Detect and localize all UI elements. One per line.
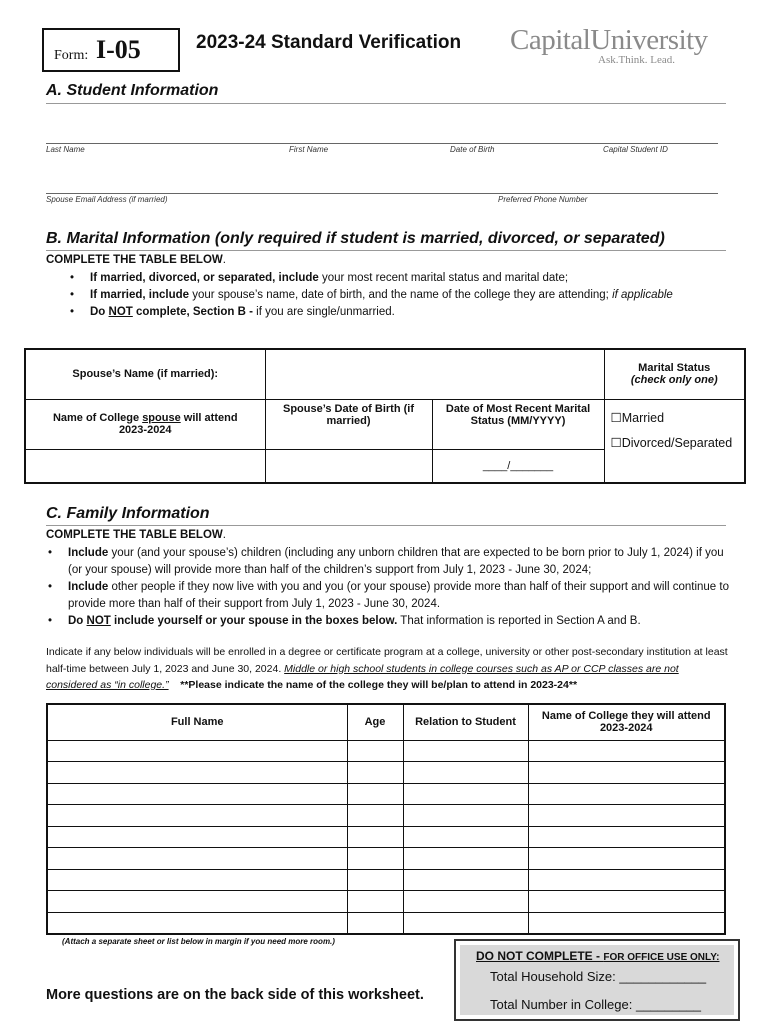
name-row-line[interactable] [46,143,718,144]
logo-tagline: Ask.Think. Lead. [598,54,675,66]
col-age: Age [347,704,403,740]
table-row [47,762,725,784]
marital-info-table [24,348,746,484]
spouse-college-label: Name of College spouse will attend 2023-2024 [25,399,265,449]
spouse-dob-label: Spouse’s Date of Birth (if married) [265,399,432,449]
section-c-instruction: COMPLETE THE TABLE BELOW. [46,529,226,541]
household-size-field: Total Household Size: ____________ [490,969,707,984]
spouse-college-input[interactable] [25,449,265,483]
more-questions-note: More questions are on the back side of this worksheet. [46,987,424,1003]
section-b-rule [46,250,726,251]
col-college: Name of College they will attend 2023-2024 [528,704,725,740]
section-a-heading: A. Student Information [46,82,219,99]
office-use-box [454,939,740,1021]
list-item: • Do NOT include yourself or your spouse in the boxes below. That information is reported in Section A and B. [46,613,730,630]
marital-date-label: Date of Most Recent Marital Status (MM/YYYY) [432,399,604,449]
college-enrollment-note: Indicate if any below individuals will be enrolled in a degree or certificate program at a college, university or other post-secondary institution at least half-time between July 1, 2023 and June 30, 2024. Middle or high school students in college courses such as AP or CCP classes are not considered as “in college.” **Please indicate the name of the college they will be/plan to attend in 2023-24** [46,646,728,691]
section-c-bullets [46,545,730,630]
form-label: Form: [54,48,89,63]
list-item: • Include other people if they now live with you and you (or your spouse) provide more than half of their support and will continue to provide more than half of their support from July 1, 2023 - June 30, 2024. [46,579,730,613]
section-a-rule [46,103,726,104]
form-id-box [42,28,180,72]
form-number: I-05 [96,35,141,64]
table-row [47,805,725,827]
university-logo: CapitalUniversity [510,24,708,56]
col-full-name: Full Name [47,704,347,740]
section-b-instruction: COMPLETE THE TABLE BELOW. [46,254,226,266]
date-of-birth-field-label: Date of Birth [450,145,495,154]
table-row [47,869,725,891]
spouse-email-field-label: Spouse Email Address (if married) [46,195,168,204]
spouse-dob-input[interactable] [265,449,432,483]
list-item: • Include your (and your spouse’s) children (including any unborn children that are expected to be born prior to July 1, 2024) if you (or your spouse) will provide more than half of the children’s support from July 1, 2023 - June 30, 2024; [46,545,730,579]
first-name-field-label: First Name [289,145,329,154]
attach-sheet-note: (Attach a separate sheet or list below in margin if you need more room.) [62,937,335,946]
list-item: • If married, divorced, or separated, include your most recent marital status and marital date; [68,270,698,287]
phone-field-label: Preferred Phone Number [498,195,588,204]
list-item: • Do NOT complete, Section B - if you are single/unmarried. [68,304,698,321]
list-item: • If married, include your spouse’s name, date of birth, and the name of the college they are attending; if applicable [68,287,698,304]
section-c-rule [46,525,726,526]
marital-status-header: Marital Status (check only one) [604,349,745,399]
table-row [47,783,725,805]
section-b-bullets [68,270,698,321]
section-c-heading: C. Family Information [46,505,210,522]
number-in-college-field: Total Number in College: _________ [490,997,702,1012]
marital-date-input[interactable]: ____/_______ [432,449,604,483]
table-row [47,848,725,870]
divorced-separated-checkbox[interactable]: ☐Divorced/Separated [610,435,733,450]
page-title: 2023-24 Standard Verification [196,32,462,53]
table-row [47,740,725,762]
table-row [47,912,725,934]
marital-status-options [604,399,745,483]
section-b-heading: B. Marital Information (only required if student is married, divorced, or separated) [46,230,665,247]
student-id-field-label: Capital Student ID [603,145,668,154]
col-relation: Relation to Student [403,704,528,740]
married-checkbox[interactable]: ☐Married [610,410,665,425]
table-row [47,826,725,848]
office-use-title: DO NOT COMPLETE - FOR OFFICE USE ONLY: [476,949,720,963]
last-name-field-label: Last Name [46,145,85,154]
spouse-name-input[interactable] [265,349,604,399]
spouse-name-label: Spouse’s Name (if married): [25,349,265,399]
contact-row-line[interactable] [46,193,718,194]
table-row [47,891,725,913]
family-info-table [46,703,726,935]
